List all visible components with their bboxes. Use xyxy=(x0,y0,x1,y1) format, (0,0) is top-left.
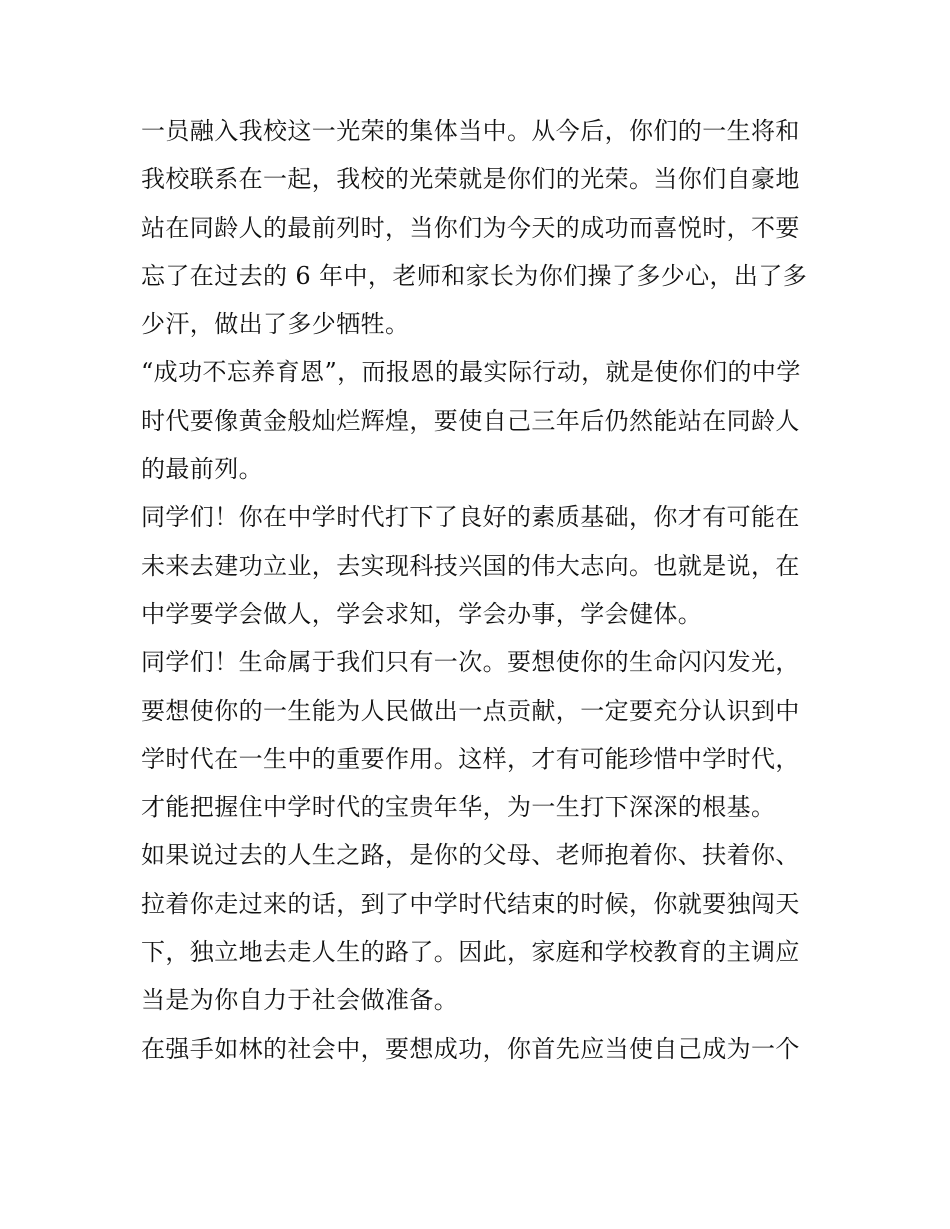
text-line: 未来去建功立业，去实现科技兴国的伟大志向。也就是说，在 xyxy=(141,551,800,580)
text-line: 的最前列。 xyxy=(141,455,263,484)
document-body xyxy=(141,107,813,1073)
text-line: 要想使你的一生能为人民做出一点贡献，一定要充分认识到中 xyxy=(141,696,800,725)
text-line: 学时代在一生中的重要作用。这样，才有可能珍惜中学时代， xyxy=(141,744,800,773)
text-line: 同学们！你在中学时代打下了良好的素质基础，你才有可能在 xyxy=(141,503,800,532)
text-line: 才能把握住中学时代的宝贵年华，为一生打下深深的根基。 xyxy=(141,793,776,822)
text-line: 拉着你走过来的话，到了中学时代结束的时候，你就要独闯天 xyxy=(141,889,800,918)
text-line: 下，独立地去走人生的路了。因此，家庭和学校教育的主调应 xyxy=(141,938,800,967)
text-line: 在强手如林的社会中，要想成功，你首先应当使自己成为一个 xyxy=(141,1034,800,1063)
text-line: 时代要像黄金般灿烂辉煌，要使自己三年后仍然能站在同龄人 xyxy=(141,406,800,435)
text-line: 少汗，做出了多少牺牲。 xyxy=(141,310,410,339)
text-line: 一员融入我校这一光荣的集体当中。从今后，你们的一生将和 xyxy=(141,117,800,145)
text-line: 中学要学会做人，学会求知，学会办事，学会健体。 xyxy=(141,599,703,628)
text-line: 当是为你自力于社会做准备。 xyxy=(141,986,459,1015)
text-line: 如果说过去的人生之路，是你的父母、老师抱着你、扶着你、 xyxy=(141,841,800,870)
text-line: 我校联系在一起，我校的光荣就是你们的光荣。当你们自豪地 xyxy=(141,165,800,194)
text-line: 站在同龄人的最前列时，当你们为今天的成功而喜悦时，不要 xyxy=(141,213,800,242)
text-line: 忘了在过去的 6 年中，老师和家长为你们操了多少心，出了多 xyxy=(141,261,808,290)
text-line: “成功不忘养育恩”，而报恩的最实际行动，就是使你们的中学 xyxy=(141,358,801,387)
text-line: 同学们！生命属于我们只有一次。要想使你的生命闪闪发光， xyxy=(141,648,800,677)
